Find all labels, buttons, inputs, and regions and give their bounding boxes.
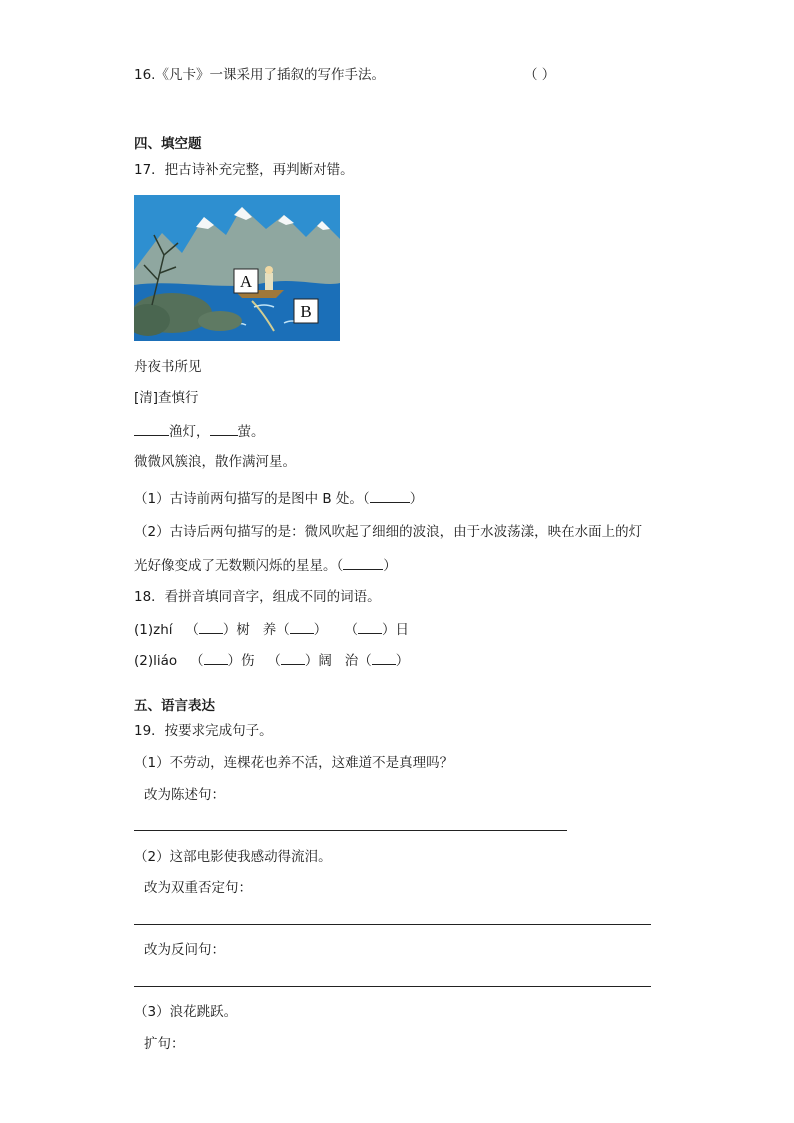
q18-r1-open-2: （	[276, 622, 290, 638]
q19-sentence-2: （2）这部电影使我感动得流泪。	[134, 849, 332, 865]
q18-r1-blank-2[interactable]	[290, 619, 314, 634]
q19-task-double-negative: 改为双重否定句：	[144, 880, 252, 896]
q17-sub2-line1: （2）古诗后两句描写的是：微风吹起了细细的波浪，由于水波荡漾，映在水面上的灯	[134, 524, 643, 540]
q18-r1-blank-3[interactable]	[358, 619, 382, 634]
q18-r2-word-1: 伤	[241, 653, 255, 669]
poem-line-2: 微微风簇浪，散作满河星。	[134, 454, 296, 470]
poem-line-1-text-b: 萤。	[237, 424, 265, 440]
q17-sub1-close: ）	[409, 491, 424, 507]
q19-answer-line-3[interactable]	[134, 986, 651, 987]
poem-line-1-text-a: 渔灯，	[169, 424, 210, 440]
label-a: A	[239, 272, 253, 291]
q18-r2-blank-2[interactable]	[281, 650, 305, 665]
q18-r1-close-1: ）	[222, 622, 237, 638]
q18-r2-word-3: 治	[344, 653, 359, 669]
poem-author: [清]查慎行	[134, 390, 199, 406]
q17-sub2-line2	[134, 555, 397, 575]
q18-r2-open-2: （	[267, 653, 281, 669]
q18-row-1	[134, 619, 409, 639]
q19-task-rhetorical: 改为反问句：	[144, 942, 225, 958]
q18-r1-word-1: 树	[236, 622, 250, 638]
q19-task-declarative: 改为陈述句：	[144, 787, 225, 803]
poem-blank-1[interactable]	[134, 421, 169, 436]
q19-sentence-3: （3）浪花跳跃。	[134, 1004, 238, 1020]
q18-r2-word-2: 阔	[318, 653, 332, 669]
q18-r2-close-1: ）	[227, 653, 242, 669]
q18-r1-word-3: 日	[395, 622, 409, 638]
q18-r2-pinyin: (2)liáo	[134, 653, 178, 669]
poem-blank-2[interactable]	[210, 421, 238, 436]
q17-sub1	[134, 488, 423, 508]
q17-sub2-text: 光好像变成了无数颗闪烁的星星。（	[134, 558, 344, 574]
section-heading-language-expression: 五、语言表达	[134, 698, 215, 714]
q18-r1-blank-1[interactable]	[199, 619, 223, 634]
q18-r2-open-3: （	[358, 653, 372, 669]
q18-r2-blank-1[interactable]	[204, 650, 228, 665]
q18-row-2	[134, 650, 409, 670]
q16-text: 16.《凡卡》一课采用了插叙的写作手法。	[134, 67, 385, 83]
q19-task-expand: 扩句：	[144, 1036, 185, 1052]
q18-r1-close-2: ）	[313, 622, 328, 638]
q17-prompt: 17．把古诗补充完整，再判断对错。	[134, 162, 354, 178]
q18-r1-open-3: （	[344, 622, 358, 638]
q19-answer-line-1[interactable]	[134, 830, 567, 831]
q16-answer-paren[interactable]: （ ）	[524, 67, 556, 83]
q18-r2-open-1: （	[190, 653, 204, 669]
q18-r2-blank-3[interactable]	[372, 650, 396, 665]
q19-answer-line-2[interactable]	[134, 924, 651, 925]
q17-sub1-text: （1）古诗前两句描写的是图中 B 处。（	[134, 491, 370, 507]
q18-r1-open-1: （	[185, 622, 199, 638]
q18-r2-close-3: ）	[395, 653, 410, 669]
q18-r2-close-2: ）	[304, 653, 319, 669]
q18-r1-close-3: ）	[381, 622, 396, 638]
q19-sentence-1: （1）不劳动，连棵花也养不活，这难道不是真理吗？	[134, 755, 454, 771]
q18-r1-pinyin: (1)zhí	[134, 622, 173, 638]
q18-r1-word-2: 养	[262, 622, 277, 638]
q17-sub1-blank[interactable]	[370, 488, 410, 503]
q17-sub2-close: ）	[383, 558, 397, 574]
section-heading-fill-in: 四、填空题	[134, 136, 202, 152]
q19-prompt: 19．按要求完成句子。	[134, 723, 273, 739]
q17-sub2-blank[interactable]	[343, 555, 383, 570]
poem-title: 舟夜书所见	[134, 359, 202, 375]
label-b: B	[300, 302, 312, 321]
poem-illustration	[134, 195, 340, 341]
q18-prompt: 18．看拼音填同音字，组成不同的词语。	[134, 589, 381, 605]
poem-line-1	[134, 421, 265, 441]
